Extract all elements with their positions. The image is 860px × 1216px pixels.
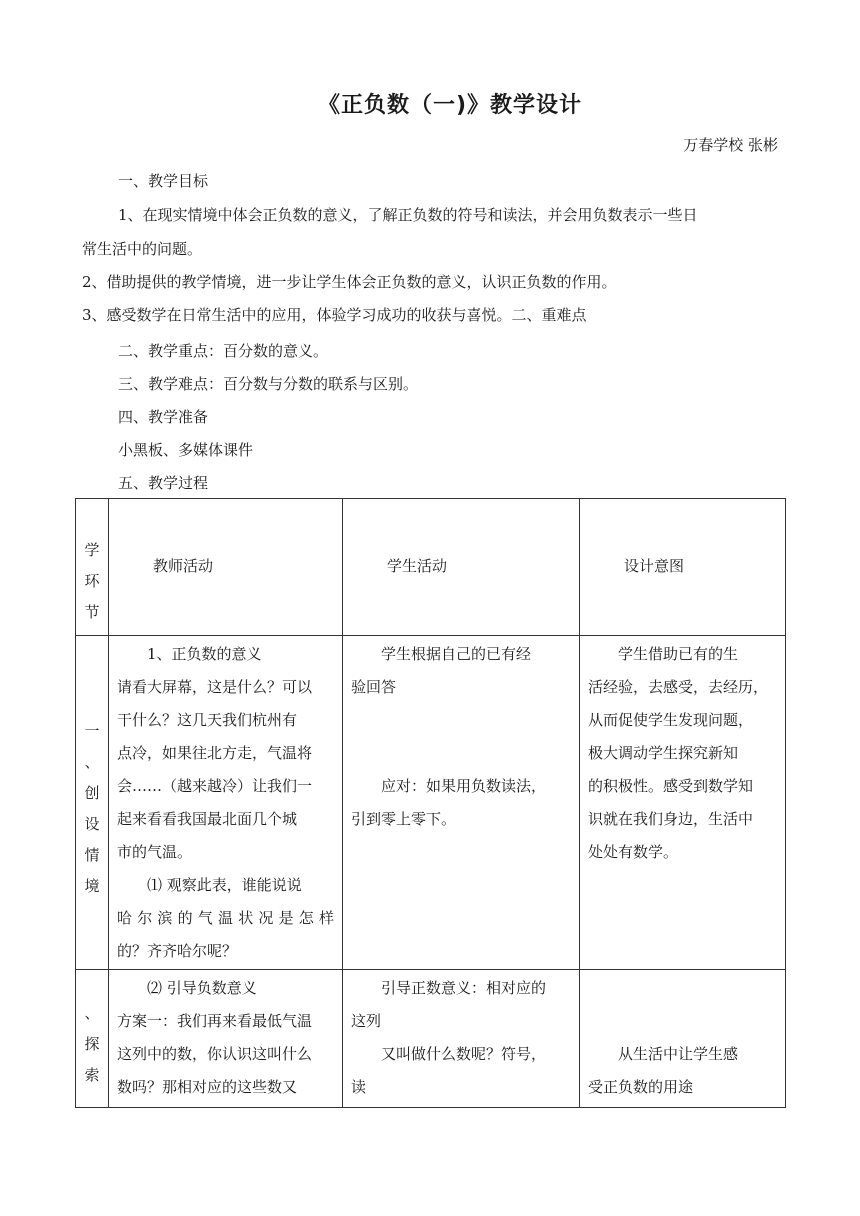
stage-char: 、 — [84, 753, 100, 771]
table-row-explore — [76, 970, 786, 1108]
stage-cell-situation — [76, 636, 109, 970]
teacher-line: 的？齐齐哈尔呢？ — [117, 942, 238, 960]
teacher-line: 市的气温。 — [117, 843, 193, 861]
intent-line: 处处有数学。 — [588, 843, 679, 861]
teacher-line: 1、正负数的意义 — [147, 645, 262, 663]
intent-line: 从生活中让学生感 — [618, 1045, 739, 1063]
teacher-line: 请看大屏幕，这是什么？可以 — [117, 678, 313, 696]
student-line: 又叫做什么数呢？符号， — [381, 1045, 547, 1063]
section-heading-preparation: 四、教学准备 — [118, 408, 209, 426]
teacher-line: 这列中的数，你认识这叫什么 — [117, 1045, 313, 1063]
stage-cell-explore — [76, 970, 109, 1108]
stage-char: 境 — [84, 877, 100, 895]
teaching-process-table — [75, 498, 786, 1108]
author-line: 万春学校 张彬 — [683, 136, 778, 154]
stage-char: 索 — [84, 1066, 100, 1084]
objective-3: 3、感受数学在日常生活中的应用，体验学习成功的收获与喜悦。二、重难点 — [82, 306, 587, 324]
header-stage-char: 节 — [84, 603, 100, 621]
student-line: 引到零上零下。 — [351, 810, 457, 828]
section-heading-objectives: 一、教学目标 — [118, 172, 209, 190]
objective-1-line-2: 常生活中的问题。 — [82, 240, 203, 258]
table-row-situation — [76, 636, 786, 970]
header-teacher-activity: 教师活动 — [109, 499, 343, 636]
intent-line: 的积极性。感受到数学知 — [588, 777, 754, 795]
table-header-row — [76, 499, 786, 636]
intent-line: 学生借助已有的生 — [618, 645, 739, 663]
intent-line: 受正负数的用途 — [588, 1078, 694, 1096]
teacher-line: 哈尔滨的气温状况是怎样 — [117, 909, 334, 927]
teaching-difficulty: 三、教学难点：百分数与分数的联系与区别。 — [118, 375, 419, 393]
student-line: 引导正数意义：相对应的 — [381, 979, 547, 997]
stage-char: 探 — [84, 1035, 100, 1053]
objective-2: 2、借助提供的教学情境，进一步让学生体会正负数的意义，认识正负数的作用。 — [82, 273, 617, 291]
header-student-activity: 学生活动 — [343, 499, 580, 636]
stage-char: 、 — [84, 1004, 100, 1022]
intent-line: 极大调动学生探究新知 — [588, 744, 739, 762]
student-line: 学生根据自己的已有经 — [381, 645, 532, 663]
stage-char: 设 — [84, 815, 100, 833]
header-stage-char: 学 — [84, 541, 100, 559]
document-title: 《正负数（一)》教学设计 — [317, 93, 583, 118]
objective-1-line-1: 1、在现实情境中体会正负数的意义，了解正负数的符号和读法，并会用负数表示一些日 — [118, 206, 698, 224]
teacher-activity-cell — [109, 970, 343, 1108]
intent-line: 从而促使学生发现问题， — [588, 711, 754, 729]
teacher-line: 方案一：我们再来看最低气温 — [117, 1012, 313, 1030]
header-stage-cell — [76, 499, 109, 636]
intent-line: 识就在我们身边，生活中 — [588, 810, 754, 828]
teacher-line: ⑴ 观察此表，谁能说说 — [147, 876, 302, 894]
student-line: 读 — [351, 1078, 367, 1096]
section-heading-process: 五、教学过程 — [118, 474, 209, 492]
stage-char: 创 — [84, 784, 100, 802]
teacher-line: ⑵ 引导负数意义 — [147, 979, 257, 997]
stage-char: 一 — [84, 722, 100, 740]
teacher-line: 数吗？那相对应的这些数又 — [117, 1078, 298, 1096]
intent-line: 活经验，去感受，去经历， — [588, 678, 769, 696]
teaching-focus: 二、教学重点：百分数的意义。 — [118, 342, 329, 360]
student-line: 验回答 — [351, 678, 397, 696]
design-intent-cell — [580, 636, 786, 970]
student-line: 这列 — [351, 1012, 382, 1030]
teacher-line: 起来看看我国最北面几个城 — [117, 810, 298, 828]
header-stage-char: 环 — [84, 572, 100, 590]
teacher-activity-cell — [109, 636, 343, 970]
student-activity-cell — [343, 970, 580, 1108]
stage-char: 情 — [84, 846, 100, 864]
preparation-materials: 小黑板、多媒体课件 — [118, 441, 254, 459]
student-activity-cell — [343, 636, 580, 970]
design-intent-cell — [580, 970, 786, 1108]
student-line: 应对：如果用负数读法， — [381, 777, 547, 795]
teacher-line: 会……（越来越冷）让我们一 — [117, 777, 313, 795]
teacher-line: 点冷，如果往北方走，气温将 — [117, 744, 313, 762]
header-design-intent: 设计意图 — [580, 499, 786, 636]
teacher-line: 干什么？这几天我们杭州有 — [117, 711, 298, 729]
